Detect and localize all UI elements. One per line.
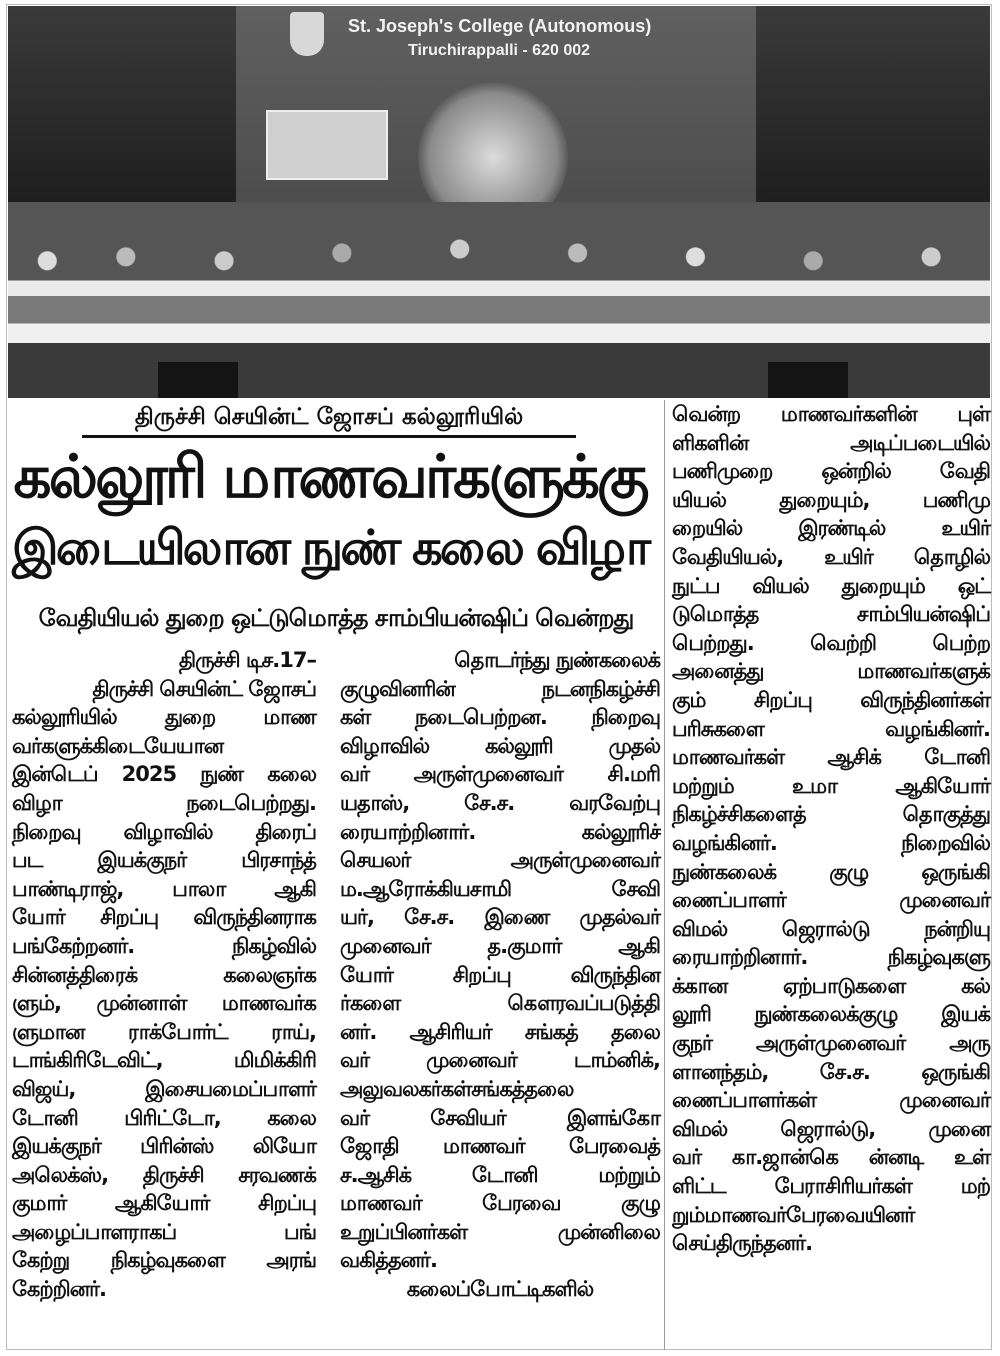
column-line: ளிட்ட பேராசிரியர்கள் மற் [672, 1174, 990, 1199]
column-line: குமார் ஆகியோர் சிறப்பு [12, 1191, 316, 1216]
column-line: றையில் இரண்டில் உயிர் [672, 516, 990, 541]
column-line: வகித்தனர். [340, 1248, 437, 1273]
headline-line-2: இடையிலான நுண் கலை விழா [12, 520, 649, 576]
column-line: செயலர் அருள்முனைவர் [340, 848, 660, 873]
column-line: பாண்டிராஜ், பாலா ஆகி [12, 876, 316, 901]
screen-inset-photo [266, 110, 388, 180]
column-line: சின்னத்திரைக் கலைஞர்க [12, 962, 316, 987]
column-line: இயக்குநர் பிரின்ஸ் லியோ [12, 1134, 316, 1159]
column-line: வர்களுக்கிடையேயான [12, 733, 224, 758]
college-address: Tiruchirappalli - 620 002 [408, 42, 591, 59]
column-line: பரிசுகளை வழங்கினர். [672, 716, 990, 741]
college-name: St. Joseph's College (Autonomous) [348, 16, 652, 36]
event-group-photo [8, 6, 990, 398]
column-line: யோர் சிறப்பு விருந்தினராக [12, 905, 316, 930]
column-line: யோர் சிறப்பு விருந்தின [340, 962, 660, 987]
column-line: கேற்று நிகழ்வுகளை அரங் [12, 1248, 316, 1273]
column-line: திருச்சி செயின்ட் ஜோசப் [92, 676, 316, 701]
column-line: நுண்கலைக் குழு ஒருங்கி [672, 859, 990, 884]
column-line: டாங்கிரிடேவிட், மிமிக்கிரி [12, 1048, 316, 1073]
column-line: வென்ற மாணவர்களின் புள் [672, 402, 990, 426]
column-line: வழங்கினர். நிறைவில் [672, 830, 990, 855]
column-line: கள் நடைபெற்றன. நிறைவு [340, 705, 660, 730]
stage-speaker-left [158, 362, 238, 398]
column-line: விழாவில் கல்லூரி முதல் [340, 733, 660, 758]
column-line: பணிமுறை ஒன்றில் வேதி [672, 459, 990, 484]
column-line: குழுவினரின் நடனநிகழ்ச்சி [340, 676, 660, 701]
column-line: செய்திருந்தனர். [672, 1231, 813, 1256]
column-line: நிறைவு விழாவில் திரைப் [12, 819, 316, 844]
column-line: விழா நடைபெற்றது. [12, 790, 316, 815]
headline-line-1: கல்லூரி மாணவர்களுக்கு [13, 443, 647, 512]
column-line: ரையாற்றினார். நிகழ்வுகளு [672, 945, 990, 970]
column-line: மற்றும் உமா ஆகியோர் [672, 773, 990, 798]
column-line: முனைவர் த.குமார் ஆகி [340, 933, 660, 958]
article-column-1 [12, 646, 316, 1304]
article-column-3 [672, 400, 990, 1258]
column-line: மாணவர்கள் ஆசிக் டோனி [672, 745, 990, 770]
column-line: க்கான ஏற்பாடுகளை கல் [672, 973, 990, 998]
column-line: ரையாற்றினார். கல்லூரிச் [340, 819, 660, 844]
dateline: திருச்சி டிச.17– [178, 648, 316, 672]
column-line: ர்களை கௌரவப்படுத்தி [340, 991, 660, 1016]
column-line: அலெக்ஸ், திருச்சி சரவணக் [12, 1162, 316, 1187]
column-line: லூரி நுண்கலைக்குழு இயக் [672, 1002, 990, 1027]
column-line: அலுவலகர்கள்சங்கத்தலை [340, 1076, 574, 1101]
column-line: கேற்றினர். [12, 1277, 107, 1302]
column-line: பெற்றது. வெற்றி பெற்ற [672, 630, 990, 655]
column-line: பங்கேற்றனர். நிகழ்வில் [12, 933, 316, 958]
column-line: யதாஸ், சே.ச. வரவேற்பு [340, 790, 660, 815]
column-line: ணைப்பாளர் முனைவர் [672, 888, 990, 913]
column-line: ளும், முன்னாள் மாணவர்க [12, 991, 316, 1016]
column-line: வர் அருள்முனைவர் சி.மரி [340, 762, 660, 787]
column-line: கலைப்போட்டிகளில் [406, 1277, 594, 1302]
stage-speaker-right [768, 362, 848, 398]
column-line: அனைத்து மாணவர்களுக் [672, 659, 990, 684]
column-line: ளிகளின் அடிப்படையில் [672, 430, 990, 455]
column-line: டுமொத்த சாம்பியன்ஷிப் [672, 602, 990, 627]
article-column-2 [340, 646, 660, 1304]
column-line: ச.ஆசிக் டோனி மற்றும் [340, 1162, 660, 1187]
column-line: வர் கா.ஜான்கெ ன்னடி உள் [672, 1145, 990, 1170]
column-divider [664, 400, 665, 1350]
column-line: விஜய், இசையமைப்பாளர் [12, 1076, 316, 1101]
column-line: கும் சிறப்பு விருந்தினர்கள் [672, 687, 990, 712]
column-line: னர். ஆசிரியர் சங்கத் தலை [340, 1019, 660, 1044]
column-line: ணைப்பாளர்கள் முனைவர் [672, 1088, 990, 1113]
column-line: றும்மாணவர்பேரவையினர் [672, 1202, 915, 1227]
column-line: யர், சே.ச. இணை முதல்வர் [340, 905, 660, 930]
column-line: ஜோதி மாணவர் பேரவைத் [340, 1134, 660, 1159]
column-line: வர் சேவியர் இளங்கோ [340, 1105, 660, 1130]
column-line: யியல் துறையும், பணிமு [672, 487, 990, 512]
column-line: விமல் ஜெரால்டு, முனை [672, 1116, 990, 1141]
column-line: நிகழ்ச்சிகளைத் தொகுத்து [672, 802, 990, 827]
kicker-line: திருச்சி செயின்ட் ஜோசப் கல்லூரியில் [82, 404, 576, 438]
column-line: வேதியியல், உயிர் தொழில் [672, 544, 990, 569]
column-line: இன்டெப் 2025 நுண் கலை [12, 762, 316, 787]
column-line: தொடர்ந்து நுண்கலைக் [454, 648, 660, 672]
column-line: டோனி பிரிட்டோ, கலை [12, 1105, 316, 1130]
column-line: வர் முனைவர் டாம்னிக், [340, 1048, 660, 1073]
column-line: பட இயக்குநர் பிரசாந்த் [12, 848, 316, 873]
column-line: ளுமான ராக்போர்ட் ராய், [12, 1019, 316, 1044]
column-line: நுட்ப வியல் துறையும் ஒட் [672, 573, 990, 598]
college-crest-icon [290, 12, 324, 56]
column-line: குநர் அருள்முனைவர் அரு [672, 1031, 990, 1056]
column-line: அழைப்பாளராகப் பங் [12, 1219, 316, 1244]
subheadline: வேதியியல் துறை ஒட்டுமொத்த சாம்பியன்ஷிப் வென்றது [38, 604, 634, 632]
column-line: உறுப்பினர்கள் முன்னிலை [340, 1219, 660, 1244]
column-line: ம.ஆரோக்கியசாமி சேவி [340, 876, 660, 901]
column-line: ளானந்தம், சே.ச. ஒருங்கி [672, 1059, 990, 1084]
column-line: கல்லூரியில் துறை மாண [12, 705, 316, 730]
column-line: விமல் ஜெரால்டு நன்றியு [672, 916, 990, 941]
column-line: மாணவர் பேரவை குழு [340, 1191, 660, 1216]
